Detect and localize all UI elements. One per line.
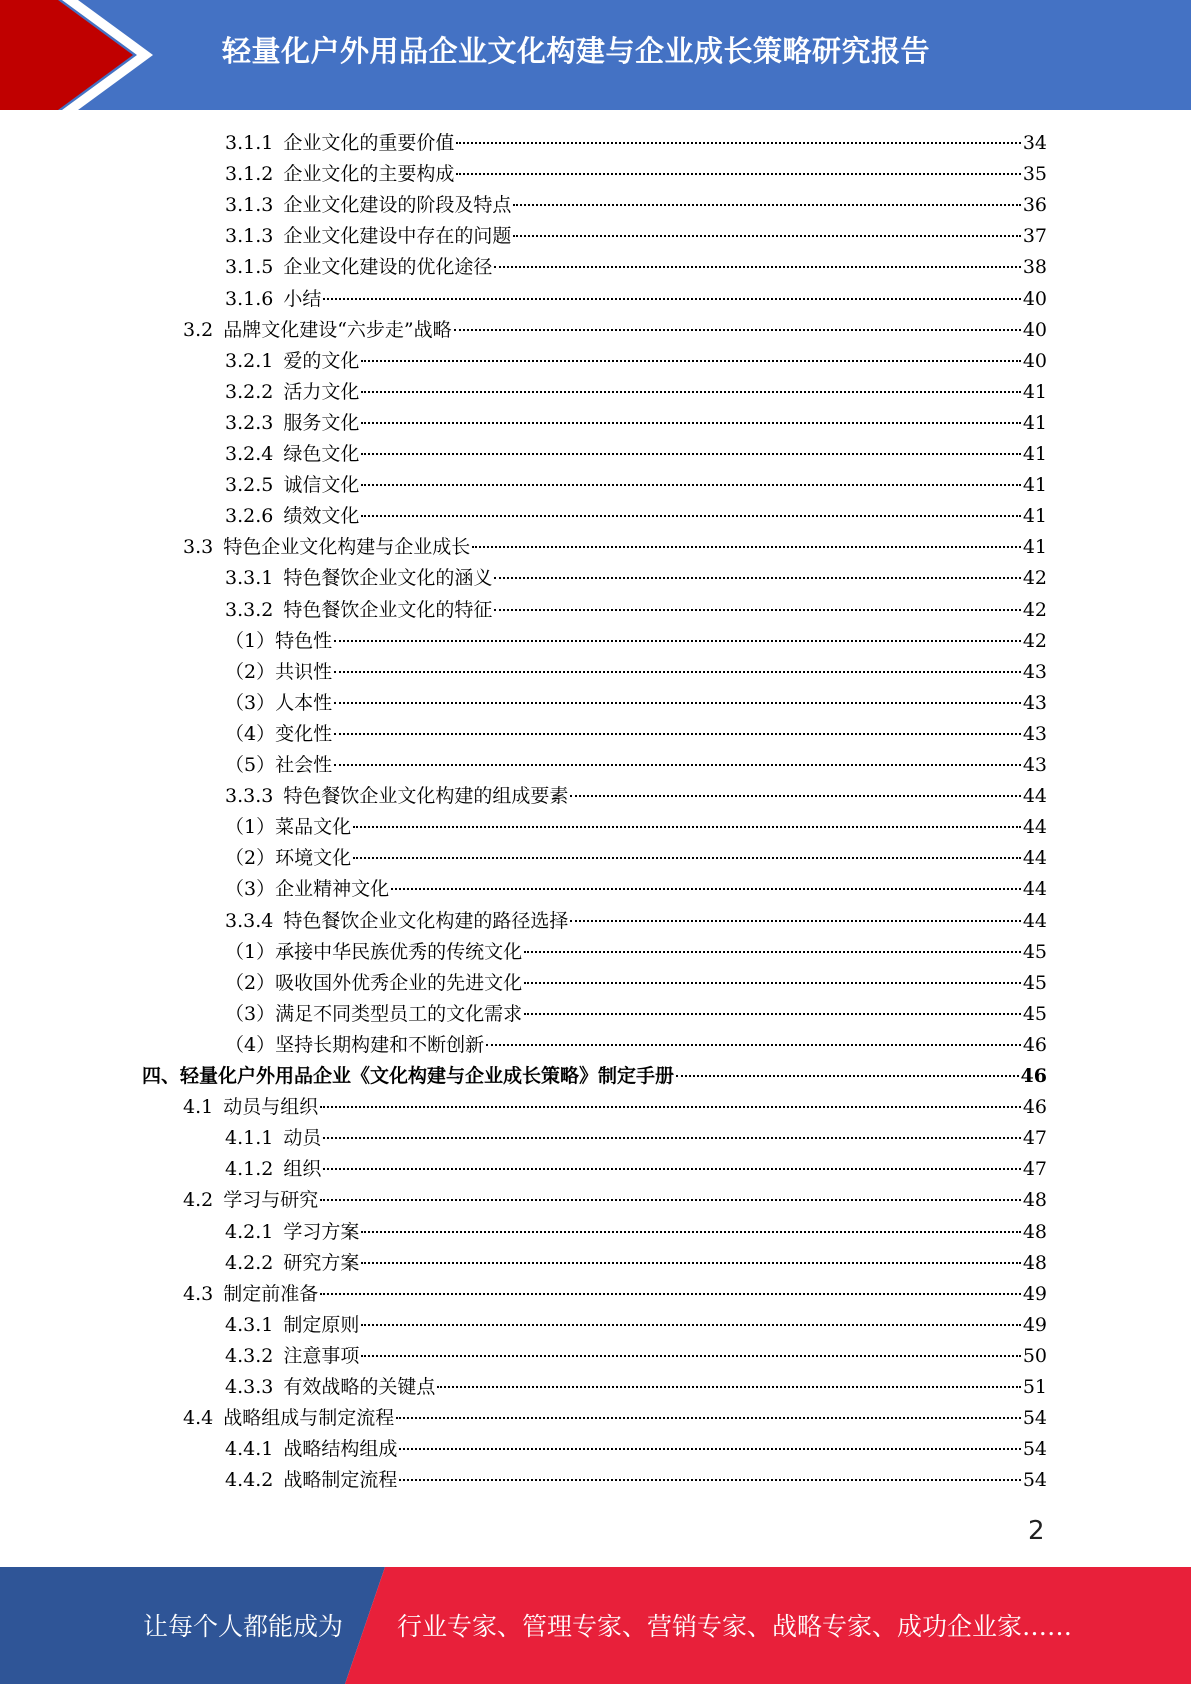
- toc-entry-number: （2）: [225, 660, 276, 683]
- toc-dot-leader: [323, 1137, 1020, 1139]
- page-number: 2: [1028, 1516, 1045, 1546]
- toc-entry-title: 活力文化: [283, 380, 360, 403]
- toc-dot-leader: [396, 1417, 1021, 1419]
- toc-dot-leader: [361, 1262, 1020, 1264]
- toc-entry[interactable]: [225, 812, 1047, 843]
- toc-dot-leader: [320, 1293, 1021, 1295]
- toc-entry[interactable]: [183, 1185, 1047, 1216]
- toc-entry-page: 43: [1022, 691, 1047, 714]
- page-footer: [0, 1567, 1191, 1684]
- toc-entry[interactable]: [225, 252, 1047, 283]
- toc-entry-number: 4.2.1: [225, 1220, 274, 1243]
- toc-entry-page: 45: [1022, 1002, 1047, 1025]
- footer-slogan-left: 让每个人都能成为: [143, 1612, 344, 1641]
- toc-entry-number: 3.3.4: [225, 909, 274, 932]
- toc-entry-number: 4.4: [183, 1407, 214, 1430]
- toc-entry-page: 46: [1020, 1065, 1047, 1087]
- toc-entry-title: 小结: [283, 287, 322, 310]
- toc-entry-title: 承接中华民族优秀的传统文化: [275, 940, 523, 963]
- toc-dot-leader: [361, 1324, 1020, 1326]
- toc-entry-number: 4.2.2: [225, 1251, 274, 1274]
- toc-entry-number: （2）: [225, 847, 276, 870]
- toc-dot-leader: [320, 1199, 1021, 1201]
- toc-entry-page: 46: [1022, 1033, 1047, 1056]
- toc-entry[interactable]: [225, 1248, 1047, 1279]
- toc-entry-title: 吸收国外优秀企业的先进文化: [275, 971, 523, 994]
- toc-entry-number: 四、: [142, 1065, 181, 1087]
- toc-entry-title: 共识性: [275, 660, 333, 683]
- toc-entry[interactable]: [225, 159, 1047, 190]
- toc-entry[interactable]: [225, 1217, 1047, 1248]
- toc-entry-number: 3.2.3: [225, 411, 274, 434]
- toc-entry[interactable]: [225, 719, 1047, 750]
- toc-entry-title: 有效战略的关键点: [283, 1376, 436, 1398]
- toc-entry[interactable]: [225, 843, 1047, 874]
- toc-entry[interactable]: [225, 1434, 1047, 1465]
- toc-entry-number: 4.1.1: [225, 1127, 274, 1150]
- toc-entry[interactable]: [183, 532, 1047, 563]
- toc-entry[interactable]: [225, 284, 1047, 315]
- toc-entry-page: 54: [1022, 1469, 1047, 1492]
- toc-dot-leader: [454, 329, 1021, 331]
- toc-entry-title: 特色企业文化构建与企业成长: [223, 536, 471, 559]
- toc-entry-title: 环境文化: [275, 847, 352, 870]
- toc-dot-leader: [361, 1231, 1020, 1233]
- toc-entry-number: （3）: [225, 878, 276, 901]
- toc-dot-leader: [570, 920, 1020, 922]
- toc-entry-title: 菜品文化: [275, 816, 352, 839]
- toc-entry[interactable]: [225, 1030, 1047, 1061]
- toc-entry-title: 特色餐饮企业文化构建的组成要素: [283, 785, 569, 808]
- toc-entry[interactable]: [225, 781, 1047, 812]
- toc-entry[interactable]: [183, 1092, 1047, 1123]
- toc-entry-page: 37: [1022, 225, 1047, 248]
- toc-entry[interactable]: [225, 501, 1047, 532]
- toc-entry-number: （3）: [225, 1002, 276, 1025]
- toc-entry-number: 4.1: [183, 1096, 214, 1119]
- toc-entry-page: 38: [1022, 256, 1047, 279]
- toc-entry[interactable]: [225, 377, 1047, 408]
- toc-entry[interactable]: [225, 439, 1047, 470]
- toc-entry-title: 满足不同类型员工的文化需求: [275, 1002, 523, 1025]
- toc-entry-title: 特色性: [275, 629, 333, 652]
- toc-entry-page: 42: [1022, 598, 1047, 621]
- toc-entry-page: 44: [1022, 909, 1047, 932]
- toc-entry-page: 43: [1022, 754, 1047, 776]
- toc-entry-title: 绩效文化: [283, 505, 360, 528]
- toc-entry-title: 学习方案: [283, 1220, 360, 1243]
- toc-entry-number: 3.3: [183, 536, 214, 559]
- toc-entry-title: 企业文化的主要构成: [283, 163, 455, 186]
- toc-entry-number: 3.3.1: [225, 567, 274, 590]
- toc-entry[interactable]: [225, 408, 1047, 439]
- toc-entry-title: 坚持长期构建和不断创新: [275, 1033, 485, 1056]
- toc-entry-number: 3.3.3: [225, 785, 274, 808]
- toc-entry-number: 3.2.5: [225, 474, 274, 497]
- toc-entry-number: 3.1.3: [225, 225, 274, 248]
- toc-dot-leader: [361, 360, 1020, 362]
- toc-entry-page: 41: [1022, 536, 1047, 559]
- toc-entry-page: 34: [1022, 132, 1047, 154]
- toc-entry-page: 44: [1022, 816, 1047, 839]
- toc-entry-page: 43: [1022, 722, 1047, 745]
- toc-entry-number: 3.1.2: [225, 163, 274, 186]
- toc-entry-page: 41: [1022, 474, 1047, 497]
- toc-dot-leader: [353, 826, 1021, 828]
- toc-entry-number: 3.3.2: [225, 598, 274, 621]
- toc-dot-leader: [361, 515, 1020, 517]
- toc-entry[interactable]: [225, 1154, 1047, 1185]
- toc-entry-number: （4）: [225, 722, 276, 745]
- toc-entry-page: 45: [1022, 971, 1047, 994]
- toc-entry-title: 战略结构组成: [283, 1438, 398, 1461]
- toc-dot-leader: [361, 1355, 1020, 1357]
- toc-entry[interactable]: [225, 1341, 1047, 1372]
- toc-dot-leader: [361, 422, 1020, 424]
- toc-entry[interactable]: [183, 1403, 1047, 1434]
- toc-entry-number: 3.2.2: [225, 380, 274, 403]
- toc-entry[interactable]: [225, 563, 1047, 594]
- toc-entry[interactable]: [225, 750, 1047, 781]
- toc-entry-page: 40: [1022, 318, 1047, 341]
- toc-entry[interactable]: [142, 1061, 1047, 1092]
- toc-entry-page: 44: [1022, 878, 1047, 901]
- toc-entry-number: 3.1.3: [225, 194, 274, 217]
- toc-entry[interactable]: [225, 874, 1047, 905]
- toc-entry[interactable]: [225, 1372, 1047, 1403]
- toc-entry-page: 47: [1022, 1158, 1047, 1181]
- toc-entry[interactable]: [225, 128, 1047, 159]
- toc-entry[interactable]: [225, 1465, 1047, 1496]
- toc-entry-page: 54: [1022, 1407, 1047, 1430]
- toc-entry-title: 企业文化建设的优化途径: [283, 256, 493, 279]
- toc-entry-page: 35: [1022, 163, 1047, 186]
- toc-dot-leader: [524, 982, 1021, 984]
- toc-entry-page: 44: [1022, 785, 1047, 808]
- toc-dot-leader: [334, 702, 1021, 704]
- toc-entry-title: 动员与组织: [223, 1096, 319, 1119]
- toc-entry-title: 特色餐饮企业文化的特征: [283, 598, 493, 621]
- toc-entry-page: 48: [1022, 1220, 1047, 1243]
- page-header: [0, 0, 1191, 110]
- toc-entry-page: 50: [1022, 1344, 1047, 1367]
- toc-entry-number: 4.4.1: [225, 1438, 274, 1461]
- header-title: 轻量化户外用品企业文化构建与企业成长策略研究报告: [222, 34, 931, 68]
- toc-entry[interactable]: [225, 221, 1047, 252]
- toc-entry-title: 轻量化户外用品企业《文化构建与企业成长策略》制定手册: [180, 1065, 675, 1087]
- toc-entry[interactable]: [225, 626, 1047, 657]
- toc-entry-title: 品牌文化建设“六步走”战略: [223, 318, 452, 341]
- toc-entry-page: 47: [1022, 1127, 1047, 1150]
- toc-entry-number: （5）: [225, 754, 276, 776]
- toc-entry-title: 社会性: [275, 754, 333, 776]
- toc-entry-page: 40: [1022, 349, 1047, 372]
- toc-dot-leader: [524, 1013, 1021, 1015]
- toc-entry-page: 48: [1022, 1189, 1047, 1212]
- toc-entry-page: 36: [1022, 194, 1047, 217]
- toc-entry[interactable]: [225, 937, 1047, 968]
- toc-entry-number: 4.1.2: [225, 1158, 274, 1181]
- toc-entry-title: 爱的文化: [283, 349, 360, 372]
- toc-entry-page: 49: [1022, 1282, 1047, 1305]
- toc-entry-number: 4.3.3: [225, 1376, 274, 1398]
- toc-entry[interactable]: [225, 595, 1047, 626]
- toc-entry-page: 40: [1022, 287, 1047, 310]
- toc-entry-page: 51: [1022, 1376, 1047, 1398]
- toc-entry-title: 特色餐饮企业文化的涵义: [283, 567, 493, 590]
- toc-dot-leader: [456, 173, 1020, 175]
- toc-entry-title: 诚信文化: [283, 474, 360, 497]
- toc-entry-title: 企业文化建设中存在的问题: [283, 225, 512, 248]
- toc-entry-number: （4）: [225, 1033, 276, 1056]
- toc-entry[interactable]: [225, 906, 1047, 937]
- toc-entry[interactable]: [225, 346, 1047, 377]
- toc-entry-title: 绿色文化: [283, 443, 360, 465]
- toc-entry-title: 注意事项: [283, 1344, 360, 1367]
- toc-entry-page: 43: [1022, 660, 1047, 683]
- toc-entry-title: 制定原则: [283, 1313, 360, 1336]
- toc-entry-number: （2）: [225, 971, 276, 994]
- toc-entry-title: 学习与研究: [223, 1189, 319, 1212]
- toc-entry[interactable]: [225, 1310, 1047, 1341]
- toc-entry-title: 战略制定流程: [283, 1469, 398, 1492]
- toc-entry-number: （1）: [225, 816, 276, 839]
- toc-dot-leader: [513, 204, 1020, 206]
- toc-entry-title: 特色餐饮企业文化构建的路径选择: [283, 909, 569, 932]
- toc-entry[interactable]: [225, 688, 1047, 719]
- toc-entry-page: 41: [1022, 443, 1047, 465]
- toc-entry-page: 54: [1022, 1438, 1047, 1461]
- toc-dot-leader: [334, 640, 1021, 642]
- toc-dot-leader: [399, 1479, 1020, 1481]
- toc-dot-leader: [323, 298, 1020, 300]
- toc-entry-title: 企业文化建设的阶段及特点: [283, 194, 512, 217]
- toc-entry-title: 组织: [283, 1158, 322, 1181]
- toc-dot-leader: [437, 1386, 1020, 1388]
- toc-entry-title: 服务文化: [283, 411, 360, 434]
- toc-entry[interactable]: [225, 657, 1047, 688]
- toc-dot-leader: [570, 795, 1020, 797]
- toc-dot-leader: [361, 391, 1020, 393]
- toc-dot-leader: [399, 1448, 1020, 1450]
- toc-entry-number: 4.4.2: [225, 1469, 274, 1492]
- toc-dot-leader: [494, 266, 1020, 268]
- toc-entry-title: 制定前准备: [223, 1282, 319, 1305]
- toc-entry-number: （1）: [225, 940, 276, 963]
- toc-entry-page: 41: [1022, 505, 1047, 528]
- toc-entry-number: 4.3: [183, 1282, 214, 1305]
- toc-entry-title: 动员: [283, 1127, 322, 1150]
- toc-dot-leader: [334, 671, 1021, 673]
- toc-entry-page: 41: [1022, 380, 1047, 403]
- toc-entry-number: 4.3.1: [225, 1313, 274, 1336]
- toc-entry[interactable]: [225, 190, 1047, 221]
- toc-entry-number: 3.1.1: [225, 132, 274, 154]
- toc-entry-number: 3.1.5: [225, 256, 274, 279]
- toc-entry-title: 变化性: [275, 722, 333, 745]
- toc-entry-number: （1）: [225, 629, 276, 652]
- toc-dot-leader: [676, 1075, 1019, 1077]
- toc-entry-title: 研究方案: [283, 1251, 360, 1274]
- toc-entry-number: 3.2.1: [225, 349, 274, 372]
- toc-entry-page: 45: [1022, 940, 1047, 963]
- toc-entry[interactable]: [183, 1279, 1047, 1310]
- toc-entry-number: 3.1.6: [225, 287, 274, 310]
- toc-entry[interactable]: [225, 1123, 1047, 1154]
- toc-dot-leader: [323, 1168, 1020, 1170]
- toc-dot-leader: [456, 142, 1020, 144]
- footer-slogan-right: 行业专家、管理专家、营销专家、战略专家、成功企业家……: [397, 1612, 1073, 1641]
- toc-dot-leader: [494, 609, 1020, 611]
- toc-dot-leader: [391, 888, 1021, 890]
- toc-entry-page: 46: [1022, 1096, 1047, 1119]
- toc-entry-title: 战略组成与制定流程: [223, 1407, 395, 1430]
- toc-dot-leader: [334, 733, 1021, 735]
- toc-dot-leader: [320, 1106, 1021, 1108]
- toc-entry-number: 4.2: [183, 1189, 214, 1212]
- toc-dot-leader: [524, 951, 1021, 953]
- toc-entry-page: 42: [1022, 629, 1047, 652]
- toc-entry-number: （3）: [225, 691, 276, 714]
- toc-entry[interactable]: [183, 315, 1047, 346]
- toc-entry[interactable]: [225, 968, 1047, 999]
- toc-entry[interactable]: [225, 999, 1047, 1030]
- toc-dot-leader: [513, 235, 1020, 237]
- toc-dot-leader: [486, 1044, 1021, 1046]
- toc-dot-leader: [494, 577, 1020, 579]
- toc-entry-page: 44: [1022, 847, 1047, 870]
- toc-entry[interactable]: [225, 470, 1047, 501]
- toc-entry-number: 3.2.4: [225, 443, 274, 465]
- toc-dot-leader: [334, 764, 1021, 766]
- toc-entry-number: 4.3.2: [225, 1344, 274, 1367]
- toc-entry-page: 49: [1022, 1313, 1047, 1336]
- toc-dot-leader: [472, 546, 1021, 548]
- toc-entry-page: 42: [1022, 567, 1047, 590]
- toc-entry-title: 企业精神文化: [275, 878, 390, 901]
- toc-dot-leader: [361, 484, 1020, 486]
- toc-entry-title: 企业文化的重要价值: [283, 132, 455, 154]
- toc-entry-number: 3.2: [183, 318, 214, 341]
- toc-dot-leader: [361, 453, 1020, 455]
- toc-entry-page: 48: [1022, 1251, 1047, 1274]
- toc-dot-leader: [353, 857, 1021, 859]
- toc-entry-title: 人本性: [275, 691, 333, 714]
- toc-entry-page: 41: [1022, 411, 1047, 434]
- toc-entry-number: 3.2.6: [225, 505, 274, 528]
